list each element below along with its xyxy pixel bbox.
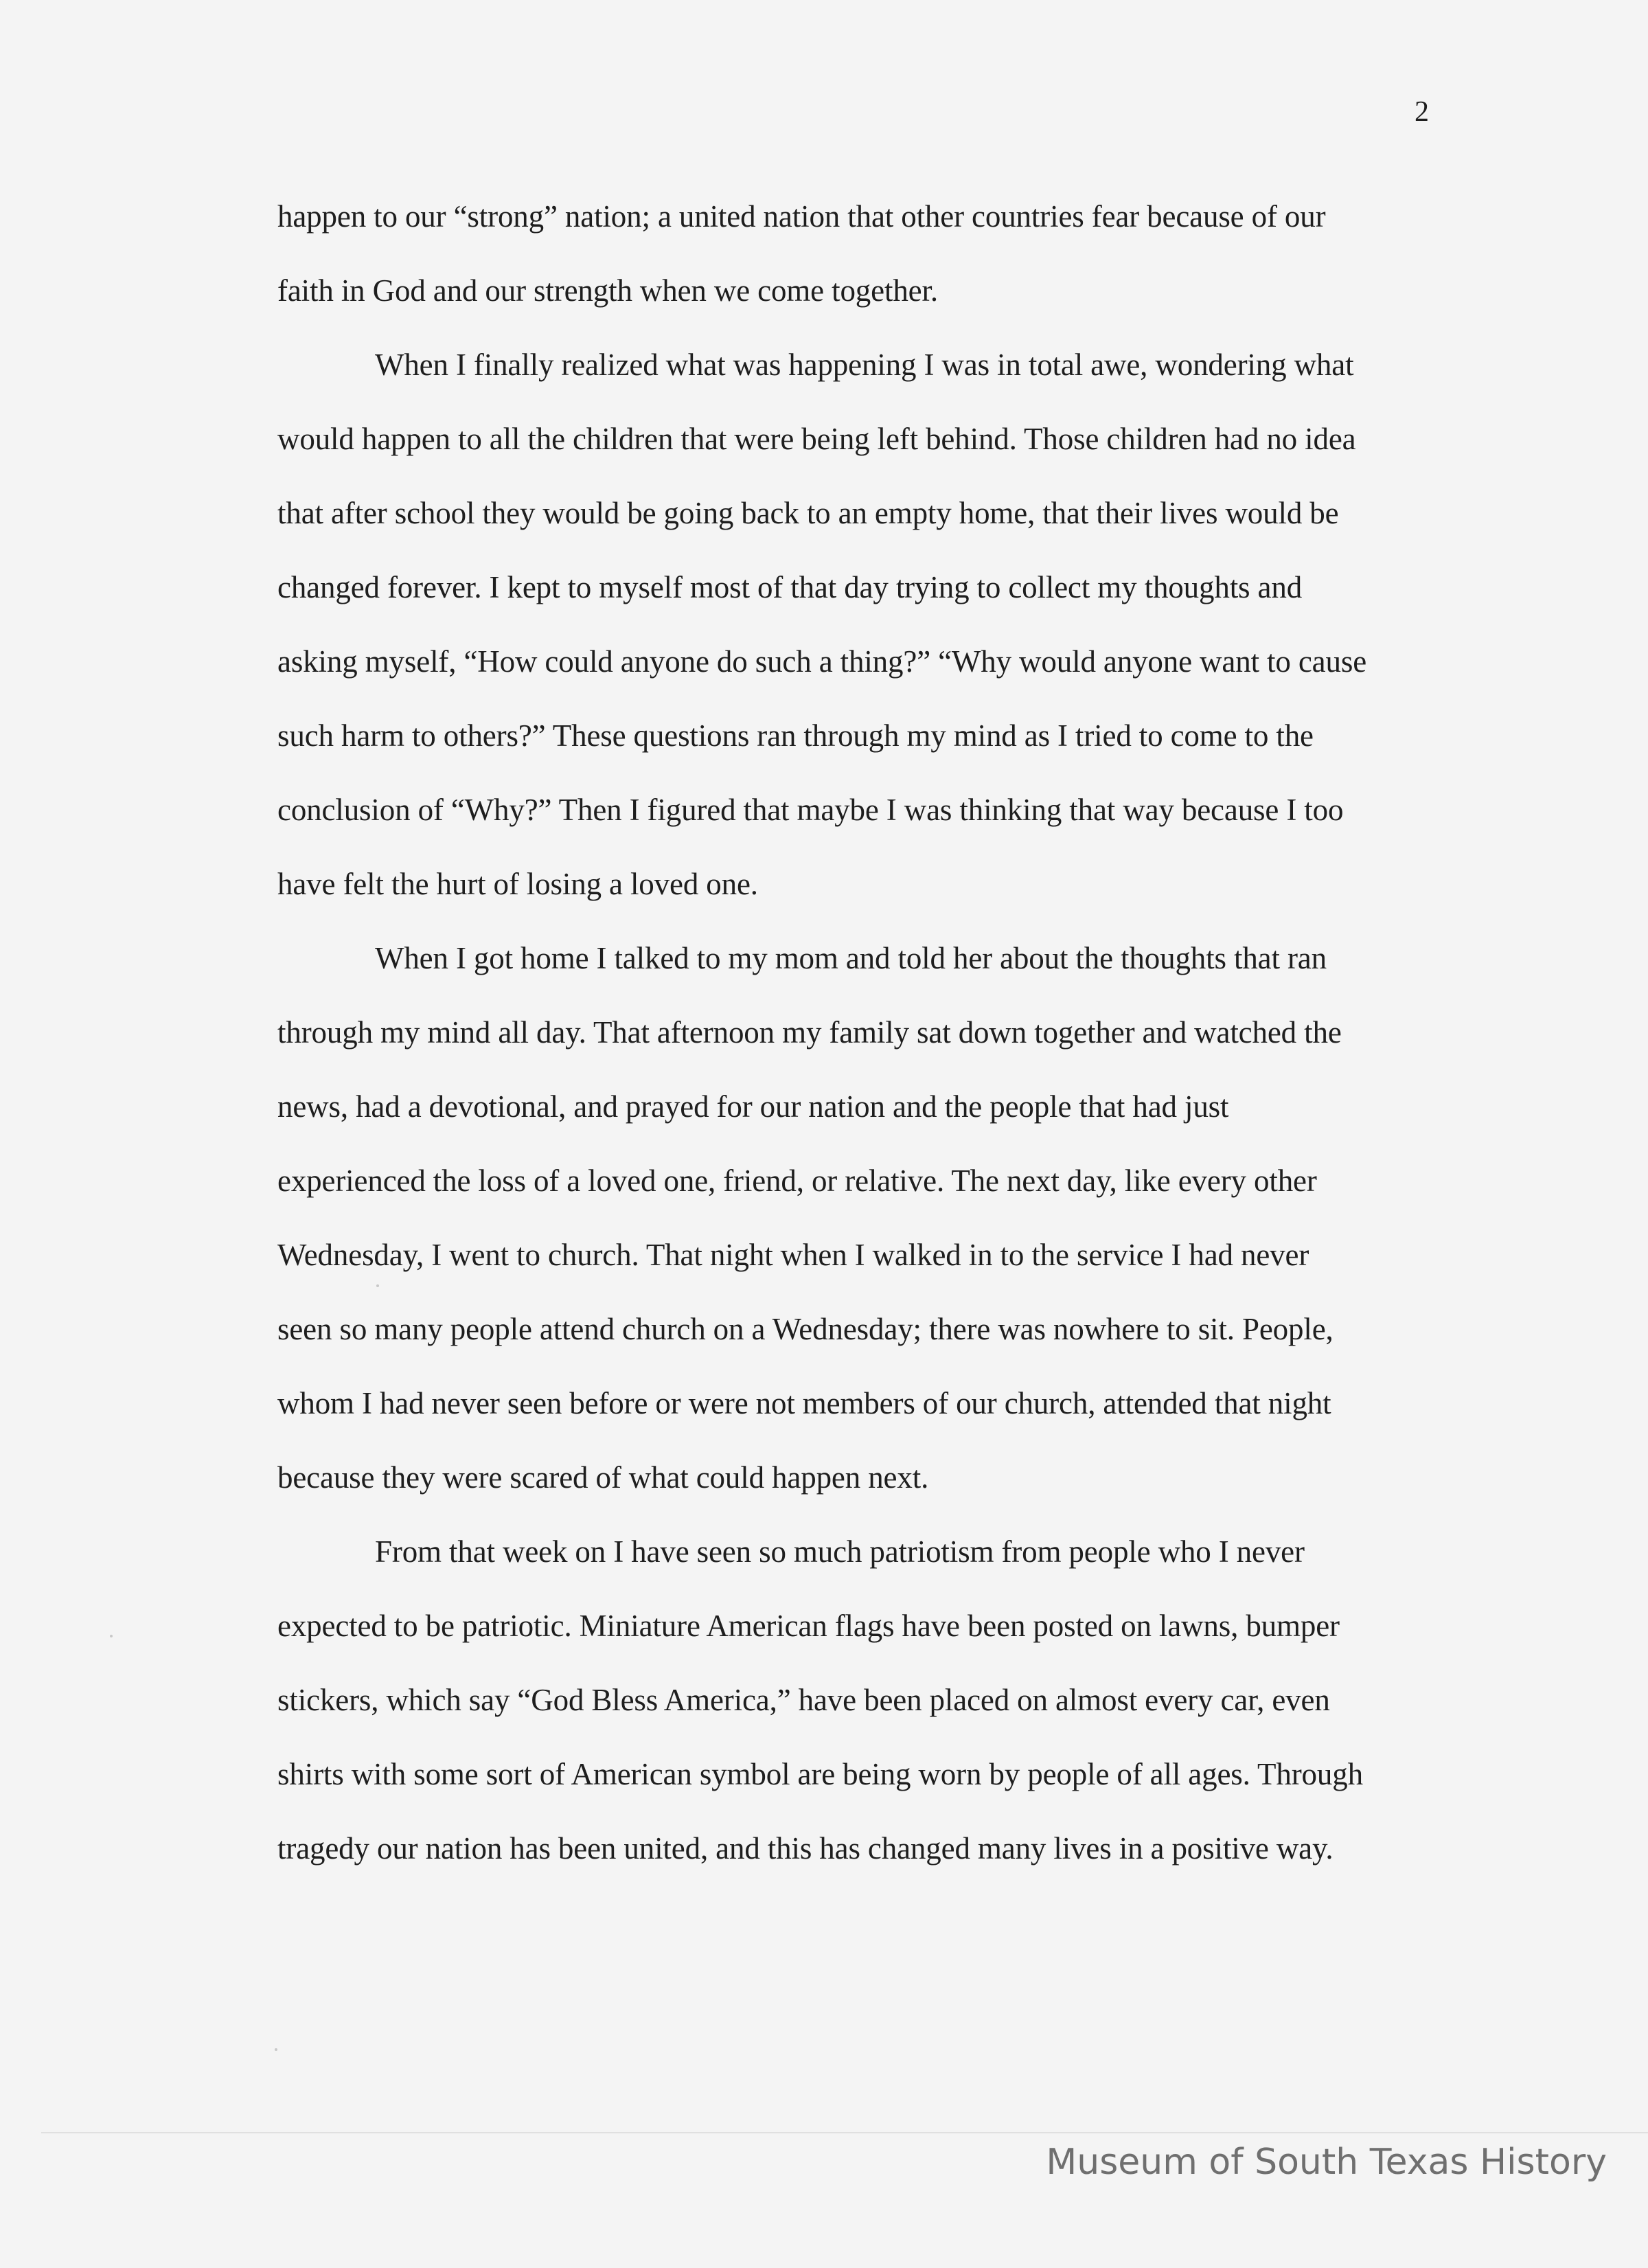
scan-speck: [275, 2048, 277, 2051]
text-line: stickers, which say “God Bless America,” have been placed on almost every car, even: [277, 1683, 1330, 1717]
museum-credit: Museum of South Texas History: [1046, 2142, 1607, 2183]
text-line: because they were scared of what could happen next.: [277, 1460, 929, 1495]
text-line: faith in God and our strength when we come together.: [277, 273, 938, 308]
text-line: have felt the hurt of losing a loved one.: [277, 867, 758, 901]
text-line: conclusion of “Why?” Then I figured that maybe I was thinking that way because I too: [277, 793, 1344, 827]
text-line: tragedy our nation has been united, and this has changed many lives in a positive way.: [277, 1831, 1334, 1866]
text-line: asking myself, “How could anyone do such a thing?” “Why would anyone want to cause: [277, 644, 1367, 679]
text-line: news, had a devotional, and prayed for our nation and the people that had just: [277, 1089, 1229, 1124]
scan-speck: [376, 1284, 379, 1287]
text-line: shirts with some sort of American symbol are being worn by people of all ages. Through: [277, 1757, 1363, 1791]
text-line: such harm to others?” These questions ran through my mind as I tried to come to the: [277, 718, 1314, 753]
essay-body: [277, 185, 1445, 1892]
text-line: changed forever. I kept to myself most of that day trying to collect my thoughts and: [277, 570, 1303, 604]
text-line: through my mind all day. That afternoon my family sat down together and watched the: [277, 1015, 1342, 1050]
text-line: experienced the loss of a loved one, friend, or relative. The next day, like every other: [277, 1164, 1317, 1198]
text-line: Wednesday, I went to church. That night when I walked in to the service I had never: [277, 1238, 1309, 1272]
text-line: whom I had never seen before or were not members of our church, attended that night: [277, 1386, 1331, 1420]
text-line: happen to our “strong” nation; a united nation that other countries fear because of our: [277, 199, 1326, 234]
text-line: that after school they would be going back to an empty home, that their lives would be: [277, 496, 1339, 530]
text-line: seen so many people attend church on a Wednesday; there was nowhere to sit. People,: [277, 1312, 1334, 1346]
paragraph-start-line: From that week on I have seen so much patriotism from people who I never: [375, 1534, 1305, 1569]
page-number: 2: [1415, 96, 1429, 128]
footer-divider: [41, 2132, 1648, 2133]
scan-speck: [110, 1635, 113, 1637]
text-line: expected to be patriotic. Miniature American flags have been posted on lawns, bumper: [277, 1609, 1340, 1643]
text-line: would happen to all the children that were being left behind. Those children had no idea: [277, 422, 1356, 456]
paragraph-start-line: When I finally realized what was happening I was in total awe, wondering what: [375, 348, 1354, 382]
paragraph-start-line: When I got home I talked to my mom and told her about the thoughts that ran: [375, 941, 1327, 975]
